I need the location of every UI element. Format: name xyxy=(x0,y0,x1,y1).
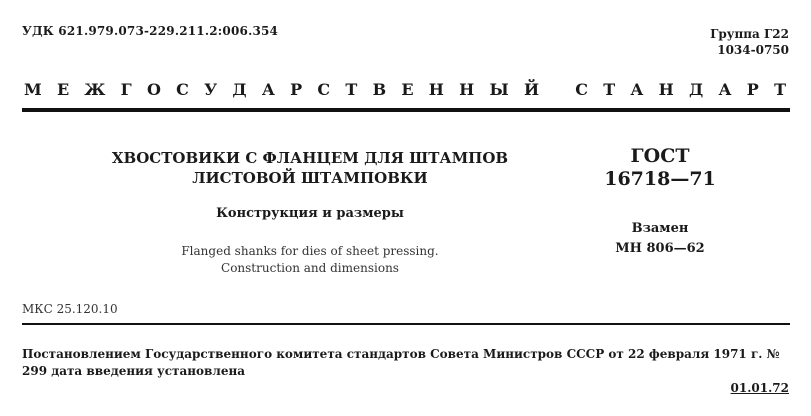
replaces-label: Взамен xyxy=(631,221,689,236)
gost-label: ГОСТ xyxy=(630,145,690,167)
banner-letter: Е xyxy=(56,80,70,99)
okp-code: 1034-0750 xyxy=(717,43,789,57)
banner-letter: О xyxy=(146,80,161,99)
decree-text: Постановлением Государственного комитета стандартов Совета Министров СССР от 22 февраля 1971 г. № 299 дата введения установлена xyxy=(22,347,780,378)
banner-letter: Р xyxy=(746,80,759,99)
banner-letter: Н xyxy=(658,80,674,99)
banner-letter: А xyxy=(630,80,644,99)
english-title-line-1: Flanged shanks for dies of sheet pressing. xyxy=(181,244,439,258)
banner-letter: А xyxy=(261,80,275,99)
udk-code: УДК 621.979.073-229.211.2:006.354 xyxy=(22,24,279,38)
banner-letter: Н xyxy=(459,80,475,99)
standard-title xyxy=(90,148,530,188)
effective-date: 01.01.72 xyxy=(730,381,789,395)
title-line-1: ХВОСТОВИКИ С ФЛАНЦЕМ ДЛЯ ШТАМПОВ xyxy=(111,149,509,167)
replaces-block xyxy=(560,219,760,259)
banner-letter: С xyxy=(317,80,331,99)
english-title xyxy=(90,243,530,277)
group-block xyxy=(710,24,789,60)
replaces-value: МН 806—62 xyxy=(615,241,705,256)
banner-letter: Д xyxy=(689,80,704,99)
title-line-2: ЛИСТОВОЙ ШТАМПОВКИ xyxy=(192,169,428,187)
thick-divider xyxy=(22,108,790,112)
banner-letter: Д xyxy=(232,80,247,99)
banner-letter: А xyxy=(718,80,732,99)
banner-letter: С xyxy=(176,80,189,99)
english-title-line-2: Construction and dimensions xyxy=(221,261,399,275)
standard-subtitle: Конструкция и размеры xyxy=(216,206,404,221)
gost-designation xyxy=(560,145,760,191)
banner-letter: У xyxy=(204,80,218,99)
banner-letter: М xyxy=(24,80,42,99)
banner-letter: Й xyxy=(524,80,540,99)
gost-number: 16718—71 xyxy=(604,168,716,190)
banner-letter: Н xyxy=(428,80,444,99)
banner-letter: С xyxy=(575,80,588,99)
thin-divider xyxy=(22,323,790,325)
banner-letter: Т xyxy=(603,80,616,99)
group-code: Группа Г22 xyxy=(710,27,789,41)
banner-letter: Р xyxy=(290,80,303,99)
banner-letter: Е xyxy=(401,80,414,99)
banner-letter: Т xyxy=(774,80,786,99)
banner-letter: В xyxy=(372,80,387,99)
banner-gap xyxy=(554,80,560,99)
interstate-standard-banner xyxy=(24,80,786,99)
mks-code: МКС 25.120.10 xyxy=(22,302,118,316)
banner-letter: Г xyxy=(120,80,132,99)
banner-letter: Т xyxy=(345,80,358,99)
banner-letter: Ж xyxy=(84,80,106,99)
banner-letter: Ы xyxy=(489,80,509,99)
